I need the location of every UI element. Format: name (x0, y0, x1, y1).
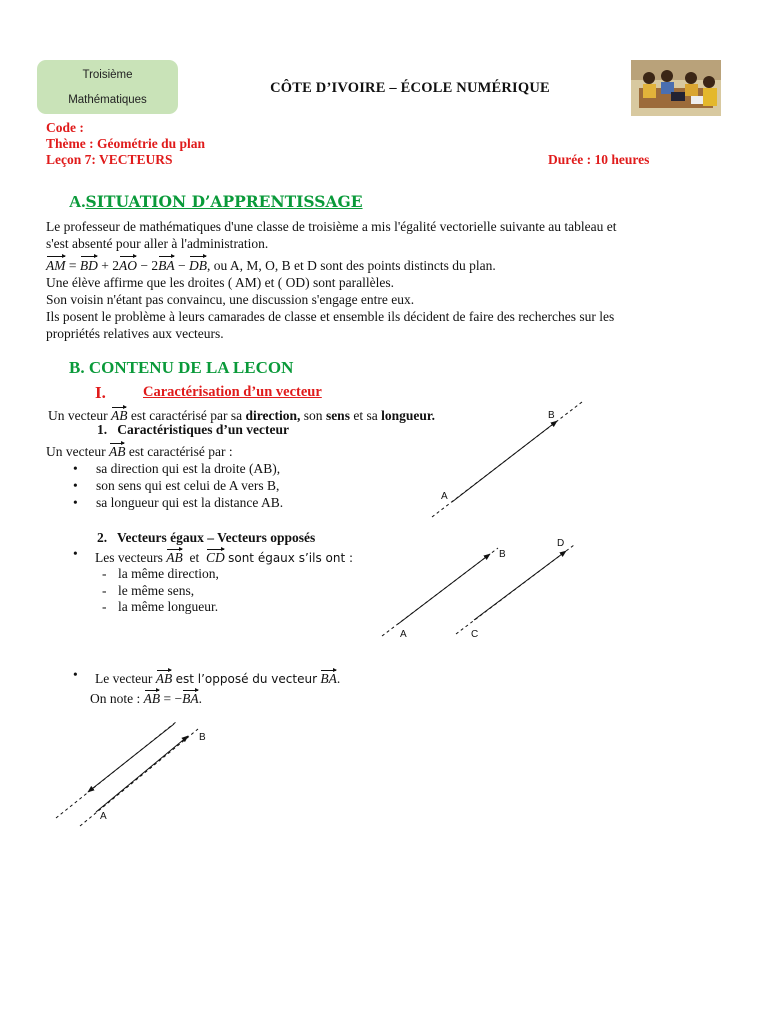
roman-numeral: I. (95, 383, 106, 402)
sub2-text: sont égaux s’ils ont : (228, 551, 354, 565)
subsection-title: Caractérisation d’un vecteur (143, 384, 322, 400)
level-label: Troisième (82, 69, 133, 81)
situation-line: Ils posent le problème à leurs camarades de classe et ensemble ils décident de faire des recherches sur les (46, 309, 615, 324)
plus-term: + 2 (101, 258, 119, 273)
vector-ba: BA (320, 667, 337, 687)
sub2-text: = − (163, 691, 183, 706)
figure-opposite-vectors (56, 722, 206, 826)
figure-vector-ab (432, 402, 582, 517)
sub1-text: est caractérisé par : (128, 444, 233, 459)
point-c-label: C (471, 629, 479, 640)
sub2-text: Le vecteur (95, 671, 153, 686)
equation-tail: , ou A, M, O, B et D sont des points distincts du plan. (207, 258, 496, 273)
sub2-text: On note : (90, 691, 141, 706)
equals-sign: = (68, 258, 77, 273)
minus-sign: − (178, 258, 186, 273)
sub2-number: 2. (97, 530, 108, 545)
sub1-text: Un vecteur (46, 444, 106, 459)
section-a-letter: A. (69, 192, 86, 211)
vector-ab: AB (109, 440, 126, 460)
list-item: - la même longueur. (100, 599, 219, 616)
intro-sens: sens (325, 408, 350, 423)
equal-vectors-sentence: • Les vecteurs AB et CD sont égaux s’ils ont : (73, 546, 354, 565)
situation-line: Le professeur de mathématiques d'une classe de troisième a mis l'égalité vectorielle suivante au tableau et (46, 219, 617, 234)
situation-line: propriétés relatives aux vecteurs. (46, 326, 224, 341)
theme-label: Thème : Géométrie du plan (46, 136, 205, 151)
figure-equal-vectors (382, 538, 574, 640)
minus-term: − 2 (140, 258, 159, 273)
intro-text: et sa (353, 408, 378, 423)
vector-db: DB (189, 253, 207, 274)
sub2-text: est l’opposé du vecteur (175, 672, 318, 686)
opposite-vector-sentence: • Le vecteur AB est l’opposé du vecteur BA. (73, 667, 341, 686)
sub2-text: . (198, 691, 202, 706)
intro-text: son (303, 408, 323, 423)
vector-ba: BA (182, 687, 199, 707)
vector-ab: AB (111, 404, 128, 424)
situation-line: Son voisin n'étant pas convaincu, une discussion s'engage entre eux. (46, 292, 415, 307)
subject-label: Mathématiques (68, 94, 147, 106)
sub1-number: 1. (97, 422, 108, 437)
section-a-title: SITUATION D’APPRENTISSAGE (85, 192, 363, 211)
point-d-label: D (557, 538, 565, 549)
list-item: - le même sens, (100, 583, 219, 600)
point-b-label: B (499, 549, 506, 560)
intro-text: Un vecteur (48, 408, 108, 423)
list-item: - la même direction, (100, 566, 219, 583)
vector-bd: BD (80, 253, 98, 274)
vector-ba: BA (158, 253, 175, 274)
vector-am: AM (46, 253, 66, 274)
intro-longueur: longueur. (381, 408, 435, 423)
code-label: Code : (46, 120, 84, 135)
intro-text: est caractérisé par sa (130, 408, 243, 423)
sub2-title: Vecteurs égaux – Vecteurs opposés (117, 530, 316, 545)
vector-ab: AB (166, 546, 183, 566)
duration-label: Durée : 10 heures (548, 152, 650, 167)
list-item: • sa direction qui est la droite (AB), (70, 460, 283, 477)
page-title: CÔTE D’IVOIRE – ÉCOLE NUMÉRIQUE (270, 80, 550, 96)
list-item: • son sens qui est celui de A vers B, (70, 477, 283, 494)
list-item: • sa longueur qui est la distance AB. (70, 494, 283, 511)
vector-ab: AB (156, 667, 173, 687)
point-b-label: B (199, 732, 206, 743)
sub2-text: Les vecteurs (95, 550, 163, 565)
lesson-label: Leçon 7: VECTEURS (46, 152, 173, 167)
section-b-heading: B. CONTENU DE LA LECON (69, 358, 294, 377)
vector-cd: CD (206, 546, 225, 566)
point-a-label: A (100, 811, 107, 822)
intro-direction: direction, (245, 408, 301, 423)
sub2-text: . (336, 671, 341, 686)
point-a-label: A (400, 629, 407, 640)
point-a-label: A (441, 491, 448, 502)
point-b-label: B (548, 410, 555, 421)
sub2-text: et (189, 550, 200, 565)
sub1-title: Caractéristiques d’un vecteur (117, 422, 289, 437)
situation-line: Une élève affirme que les droites ( AM) et ( OD) sont parallèles. (46, 275, 395, 290)
situation-line: s'est absenté pour aller à l'administration. (46, 236, 269, 251)
vector-ao: AO (119, 253, 137, 274)
vector-ab: AB (144, 687, 161, 707)
